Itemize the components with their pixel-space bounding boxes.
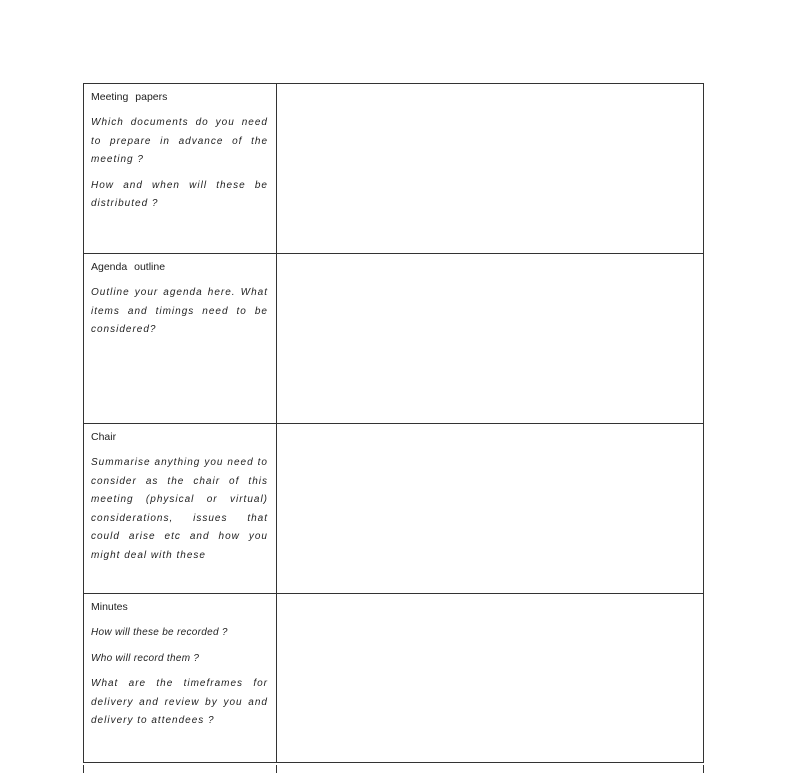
table-row-meeting-papers [83, 84, 704, 254]
row-heading: Meeting papers [91, 91, 168, 103]
prompt-text: How will these be recorded ? [91, 627, 228, 638]
response-cell [277, 765, 704, 773]
prompt-text: What are the timeframes for delivery and review by you and delivery to attendees ? [91, 678, 268, 726]
prompt-text: Who will record them ? [91, 652, 200, 664]
label-cell [83, 84, 277, 253]
response-cell[interactable] [277, 424, 704, 593]
prompt-text: Outline your agenda here. What items and timings need to be considered? [91, 287, 268, 335]
row-heading: Agenda outline [91, 261, 166, 273]
label-cell [83, 765, 277, 773]
table-row-chair [83, 424, 704, 594]
prompt-text: Which documents do you need to prepare in advance of the meeting ? [91, 117, 268, 165]
label-cell [83, 424, 277, 593]
row-heading: Minutes [91, 601, 128, 613]
table-row-minutes [83, 594, 704, 763]
response-cell[interactable] [277, 594, 704, 762]
prompt-text: How and when will these be distributed ? [91, 179, 268, 209]
table-row-agenda-outline [83, 254, 704, 424]
label-cell [83, 594, 277, 762]
label-cell [83, 254, 277, 423]
response-cell[interactable] [277, 84, 704, 253]
next-table-row-edge [83, 765, 704, 773]
response-cell[interactable] [277, 254, 704, 423]
prompt-text: Summarise anything you need to consider as the chair of this meeting (physical or virtual) considerations, issues that could arise etc and how you might deal with these [91, 457, 268, 561]
meeting-planning-table [83, 83, 704, 763]
row-heading: Chair [91, 431, 117, 443]
